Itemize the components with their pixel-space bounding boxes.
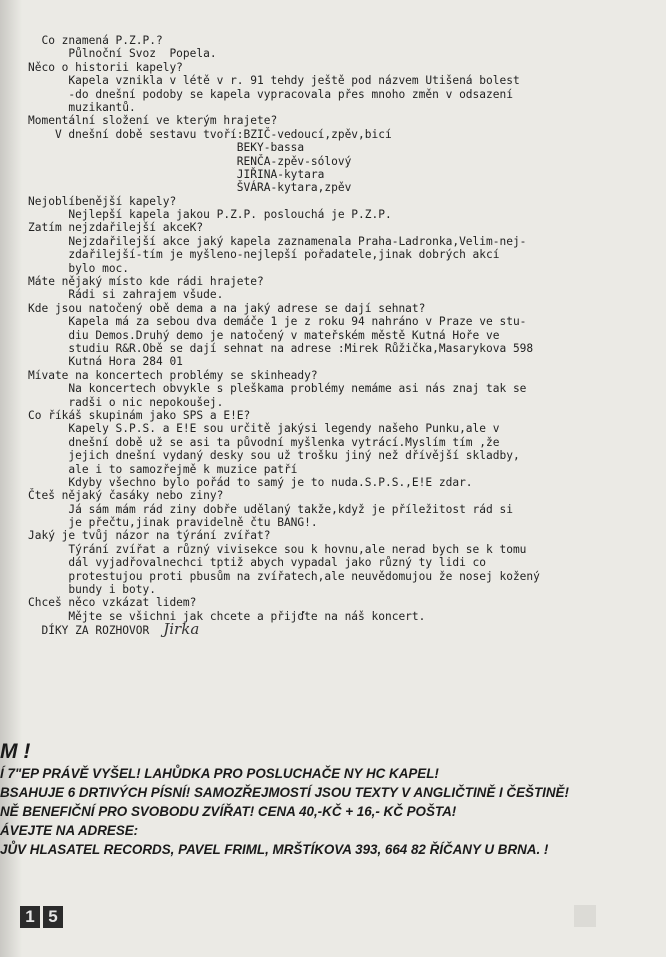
interview-line: JIŘINA-kytara (28, 167, 325, 181)
ad-line: Í 7"EP PRÁVĚ VYŠEL! LAHŮDKA PRO POSLUCHAČE NY HC KAPEL! (0, 766, 439, 781)
record-advertisement (0, 740, 666, 859)
interview-line: protestujou proti pbusům na zvířatech,ale neuvědomujou že nosej kožený (28, 569, 540, 583)
interview-line: Momentální složení ve kterým hrajete? (28, 114, 278, 128)
interview-line: Kutná Hora 284 01 (28, 355, 183, 369)
interview-line: Kdyby všechno bylo pořád to samý je to nuda.S.P.S.,E!E zdar. (28, 475, 473, 489)
interview-line: Rádi si zahrajem všude. (28, 288, 224, 302)
interview-line: Chceš něco vzkázat lidem? (28, 596, 197, 610)
interview-line: Nejoblíbenější kapely? (28, 194, 177, 208)
interview-line: Kapela má za sebou dva demáče 1 je z roku 94 nahráno v Praze ve stu- (28, 315, 527, 329)
interview-line: Co říkáš skupinám jako SPS a E!E? (28, 408, 251, 422)
interview-line: Mějte se všichni jak chcete a přijďte na náš koncert. (28, 609, 426, 623)
interview-line: je přečtu,jinak pravidelně čtu BANG!. (28, 516, 318, 530)
ad-line: NĚ BENEFIČNÍ PRO SVOBODU ZVÍŘAT! CENA 40,-KČ + 16,- KČ POŠTA! (0, 804, 457, 819)
interview-line: dál vyjadřovalnechci tptiž abych vypadal jako různý ty lidi co (28, 556, 487, 570)
page-number-digit: 1 (20, 906, 40, 928)
interview-line: radši o nic nepokoušej. (28, 395, 224, 409)
ad-line: ÁVEJTE NA ADRESE: (0, 823, 139, 838)
interview-line: zdařilejší-tím je myšleno-nejlepší pořadatele,jinak dobrých akcí (28, 248, 500, 262)
ad-heading: M ! (0, 740, 31, 763)
page-number-digit: 5 (43, 906, 63, 928)
interview-line: Něco o historii kapely? (28, 60, 183, 74)
interview-line: Kapela vznikla v létě v r. 91 tehdy ještě pod názvem Utišená bolest (28, 74, 520, 88)
ad-line: BSAHUJE 6 DRTIVÝCH PÍSNÍ! SAMOZŘEJMOSTÍ JSOU TEXTY V ANGLIČTINĚ I ČEŠTINĚ! (0, 785, 569, 800)
interview-line: ale i to samozřejmě k muzice patří (28, 462, 298, 476)
interview-line: Co znamená P.Z.P.? (28, 34, 163, 47)
ad-lines (0, 764, 666, 859)
interview-line: studiu R&R.Obě se dají sehnat na adrese :Mirek Růžička,Masarykova 598 (28, 341, 534, 355)
interview-line: Čteš nějaký časáky nebo ziny? (28, 489, 224, 503)
ad-line: JŮV HLASATEL RECORDS, PAVEL FRIML, MRŠTÍKOVA 393, 664 82 ŘÍČANY U BRNA. ! (0, 842, 549, 857)
interview-line: Na koncertech obvykle s pleškama problémy nemáme asi nás znaj tak se (28, 382, 527, 396)
interview-line: Jaký je tvůj názor na týrání zvířat? (28, 529, 271, 543)
interview-line: Máte nějaký místo kde rádi hrajete? (28, 275, 264, 289)
interview-line: ŠVÁRA-kytara,zpěv (28, 181, 352, 195)
page-number (20, 906, 63, 928)
interview-line: Zatím nejzdařilejší akceK? (28, 221, 204, 235)
interview-line: Mívate na koncertech problémy se skinheady? (28, 368, 318, 382)
interview-line: -do dnešní podoby se kapela vypracovala přes mnoho změn v odsazení (28, 87, 513, 101)
interview-line: Nejlepší kapela jakou P.Z.P. poslouchá je P.Z.P. (28, 208, 392, 222)
corner-smudge (574, 905, 596, 927)
interview-line: dnešní době už se asi ta původní myšlenka vytrácí.Myslím tím ,že (28, 435, 500, 449)
handwritten-signature: Jirka (163, 620, 200, 639)
interview-line: V dnešní době sestavu tvoří:BZIČ-vedoucí,zpěv,bicí (28, 127, 392, 141)
interview-line: Kde jsou natočený obě dema a na jaký adrese se dají sehnat? (28, 301, 426, 315)
interview-line: jejich dnešní vydaný desky sou už trošku jiný než dřívější skladby, (28, 449, 520, 463)
interview-line: DÍKY ZA ROZHOVOR (28, 624, 150, 638)
interview-line: diu Demos.Druhý demo je natočený v mateřském městě Kutná Hoře ve (28, 328, 500, 342)
interview-text (28, 34, 648, 637)
interview-line: bylo moc. (28, 261, 130, 275)
interview-line: Půlnoční Svoz Popela. (28, 47, 217, 61)
interview-line: BEKY-bassa (28, 141, 305, 155)
interview-line: muzikantů. (28, 100, 136, 114)
interview-line: RENČA-zpěv-sólový (28, 154, 352, 168)
interview-line: Nejzdařilejší akce jaký kapela zaznamenala Praha-Ladronka,Velim-nej- (28, 234, 527, 248)
closing-line (28, 620, 648, 639)
interview-line: Já sám mám rád ziny dobře udělaný takže,když je příležitost rád si (28, 502, 513, 516)
interview-line: bundy i boty. (28, 583, 156, 597)
interview-line: Kapely S.P.S. a E!E sou určitě jakýsi legendy našeho Punku,ale v (28, 422, 500, 436)
interview-line: Týrání zvířat a různý vivisekce sou k hovnu,ale nerad bych se k tomu (28, 542, 527, 556)
